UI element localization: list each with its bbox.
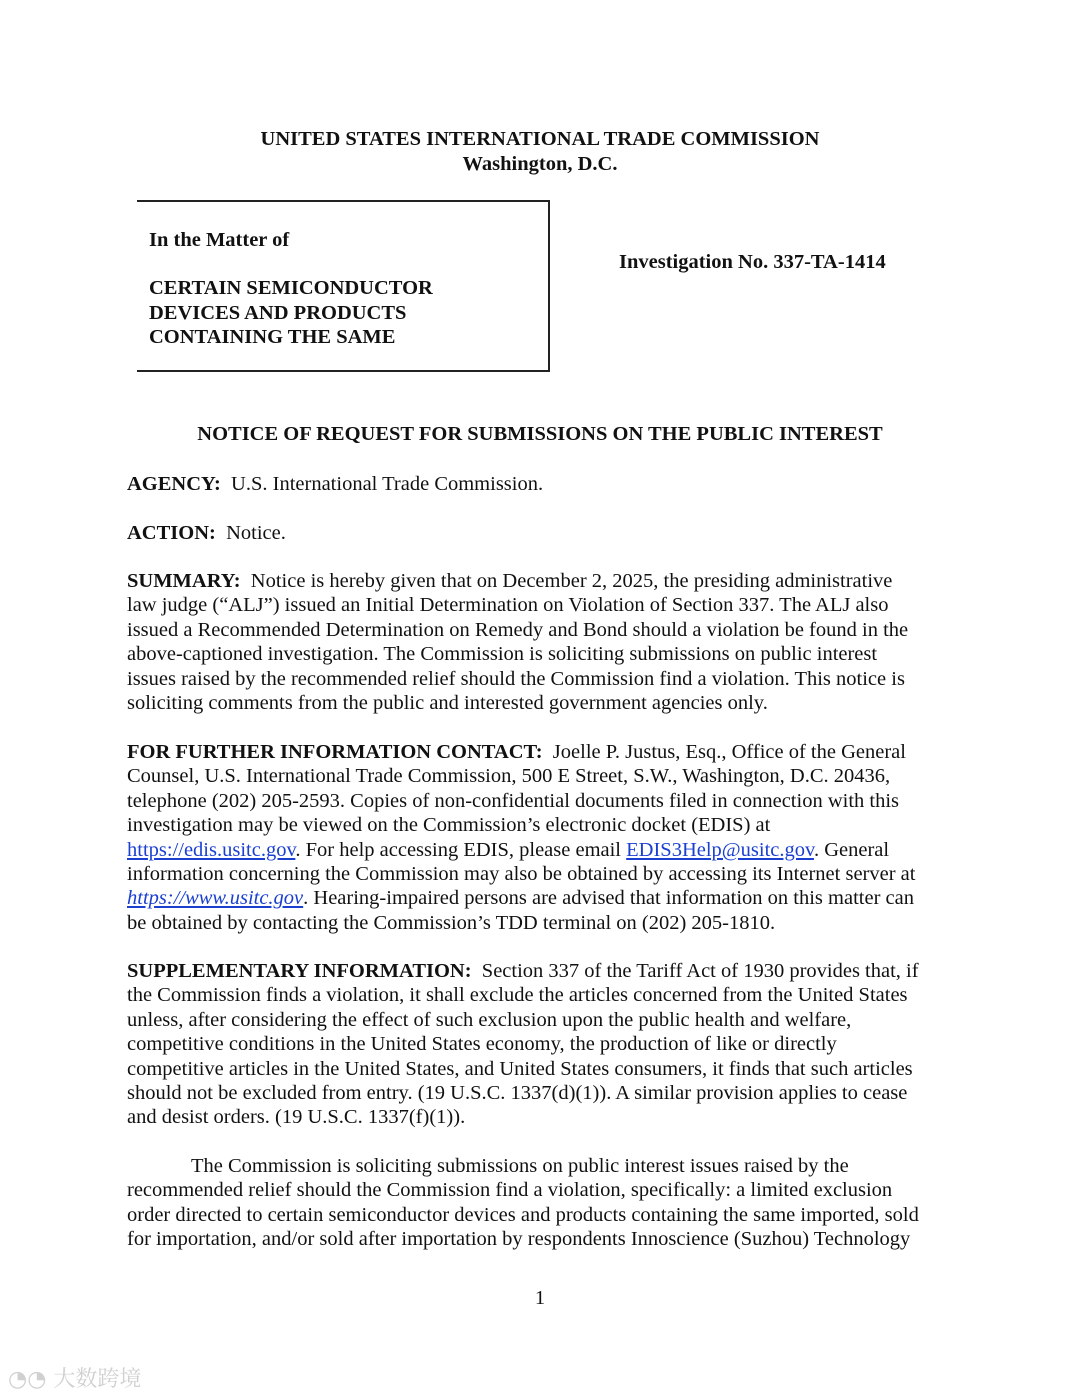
caption-subject-line: CONTAINING THE SAME	[149, 326, 396, 348]
supplementary-line: competitive articles in the United States, and United States consumers, it finds that such articles	[127, 1057, 913, 1080]
body-line: recommended relief should the Commission find a violation, specifically: a limited exclusion	[127, 1179, 893, 1202]
summary-label: SUMMARY:	[127, 570, 241, 592]
location-heading: Washington, D.C.	[462, 153, 618, 175]
contact-line: be obtained by contacting the Commission’s TDD terminal on (202) 205-1810.	[127, 911, 776, 934]
contact-label: FOR FURTHER INFORMATION CONTACT:	[127, 741, 543, 763]
summary-paragraph	[127, 569, 957, 715]
summary-line: issues raised by the recommended relief should the Commission find a violation. This notice is	[127, 667, 905, 690]
supplementary-text: Section 337 of the Tariff Act of 1930 provides that, if	[481, 960, 919, 982]
contact-text: . General	[813, 838, 890, 861]
watermark-logo	[8, 1362, 141, 1393]
contact-line: information concerning the Commission may also be obtained by accessing its Internet server at	[127, 863, 916, 886]
notice-title: NOTICE OF REQUEST FOR SUBMISSIONS ON THE PUBLIC INTEREST	[197, 423, 883, 445]
body-line: order directed to certain semiconductor devices and products containing the same imported, sold	[127, 1203, 919, 1226]
supplementary-line: competitive conditions in the United States economy, the production of like or directly	[127, 1033, 837, 1056]
agency-paragraph	[127, 472, 957, 496]
agency-text: U.S. International Trade Commission.	[231, 473, 544, 495]
contact-text: Joelle P. Justus, Esq., Office of the General	[552, 741, 906, 763]
summary-line: issued a Recommended Determination on Remedy and Bond should a violation be found in the	[127, 618, 909, 641]
contact-line: investigation may be viewed on the Commission’s electronic docket (EDIS) at	[127, 814, 771, 837]
supplementary-line: unless, after considering the effect of such exclusion upon the public health and welfare,	[127, 1008, 852, 1031]
agency-label: AGENCY:	[127, 473, 221, 495]
summary-line: soliciting comments from the public and interested government agencies only.	[127, 692, 768, 715]
contact-text: . Hearing-impaired persons are advised that information on this matter can	[303, 887, 914, 910]
watermark-text: 大数跨境	[53, 1367, 142, 1392]
caption-subject-line: DEVICES AND PRODUCTS	[149, 301, 407, 324]
body-line: The Commission is soliciting submissions on public interest issues raised by the	[191, 1155, 849, 1177]
usitc-website-link[interactable]: https://www.usitc.gov	[127, 887, 304, 910]
supplementary-line: the Commission finds a violation, it shall exclude the articles concerned from the United States	[127, 984, 908, 1007]
investigation-number: Investigation No. 337-TA-1414	[619, 251, 886, 273]
contact-text: . For help accessing EDIS, please email	[295, 838, 627, 861]
supplementary-paragraph	[127, 959, 957, 1130]
supplementary-line: should not be excluded from entry. (19 U.S.C. 1337(d)(1)). A similar provision applies to cease	[127, 1082, 908, 1105]
summary-line: above-captioned investigation. The Commission is soliciting submissions on public interest	[127, 643, 878, 666]
edis-link[interactable]: https://edis.usitc.gov	[127, 838, 296, 861]
body-line: for importation, and/or sold after importation by respondents Innoscience (Suzhou) Technology	[127, 1228, 911, 1251]
action-text: Notice.	[226, 522, 286, 544]
action-paragraph	[127, 521, 957, 545]
contact-paragraph	[127, 740, 957, 935]
caption-subject-line: CERTAIN SEMICONDUCTOR	[149, 277, 433, 299]
supplementary-line: and desist orders. (19 U.S.C. 1337(f)(1)).	[127, 1106, 466, 1129]
edis-help-email-link[interactable]: EDIS3Help@usitc.gov	[626, 838, 814, 861]
agency-name-heading: UNITED STATES INTERNATIONAL TRADE COMMISSION	[260, 128, 820, 150]
action-label: ACTION:	[127, 522, 216, 544]
document-header	[0, 127, 1080, 177]
supplementary-label: SUPPLEMENTARY INFORMATION:	[127, 960, 472, 982]
page-number: 1	[534, 1287, 546, 1309]
contact-line: Counsel, U.S. International Trade Commission, 500 E Street, S.W., Washington, D.C. 20436,	[127, 765, 891, 788]
summary-line: law judge (“ALJ”) issued an Initial Determination on Violation of Section 337. The ALJ also	[127, 594, 889, 617]
summary-text: Notice is hereby given that on December 2, 2025, the presiding administrative	[250, 570, 893, 592]
in-the-matter-label: In the Matter of	[149, 229, 290, 251]
public-interest-paragraph	[127, 1154, 957, 1252]
contact-line: telephone (202) 205-2593. Copies of non-confidential documents filed in connection with this	[127, 789, 900, 812]
watermark-icon: ◔◔	[8, 1367, 47, 1392]
